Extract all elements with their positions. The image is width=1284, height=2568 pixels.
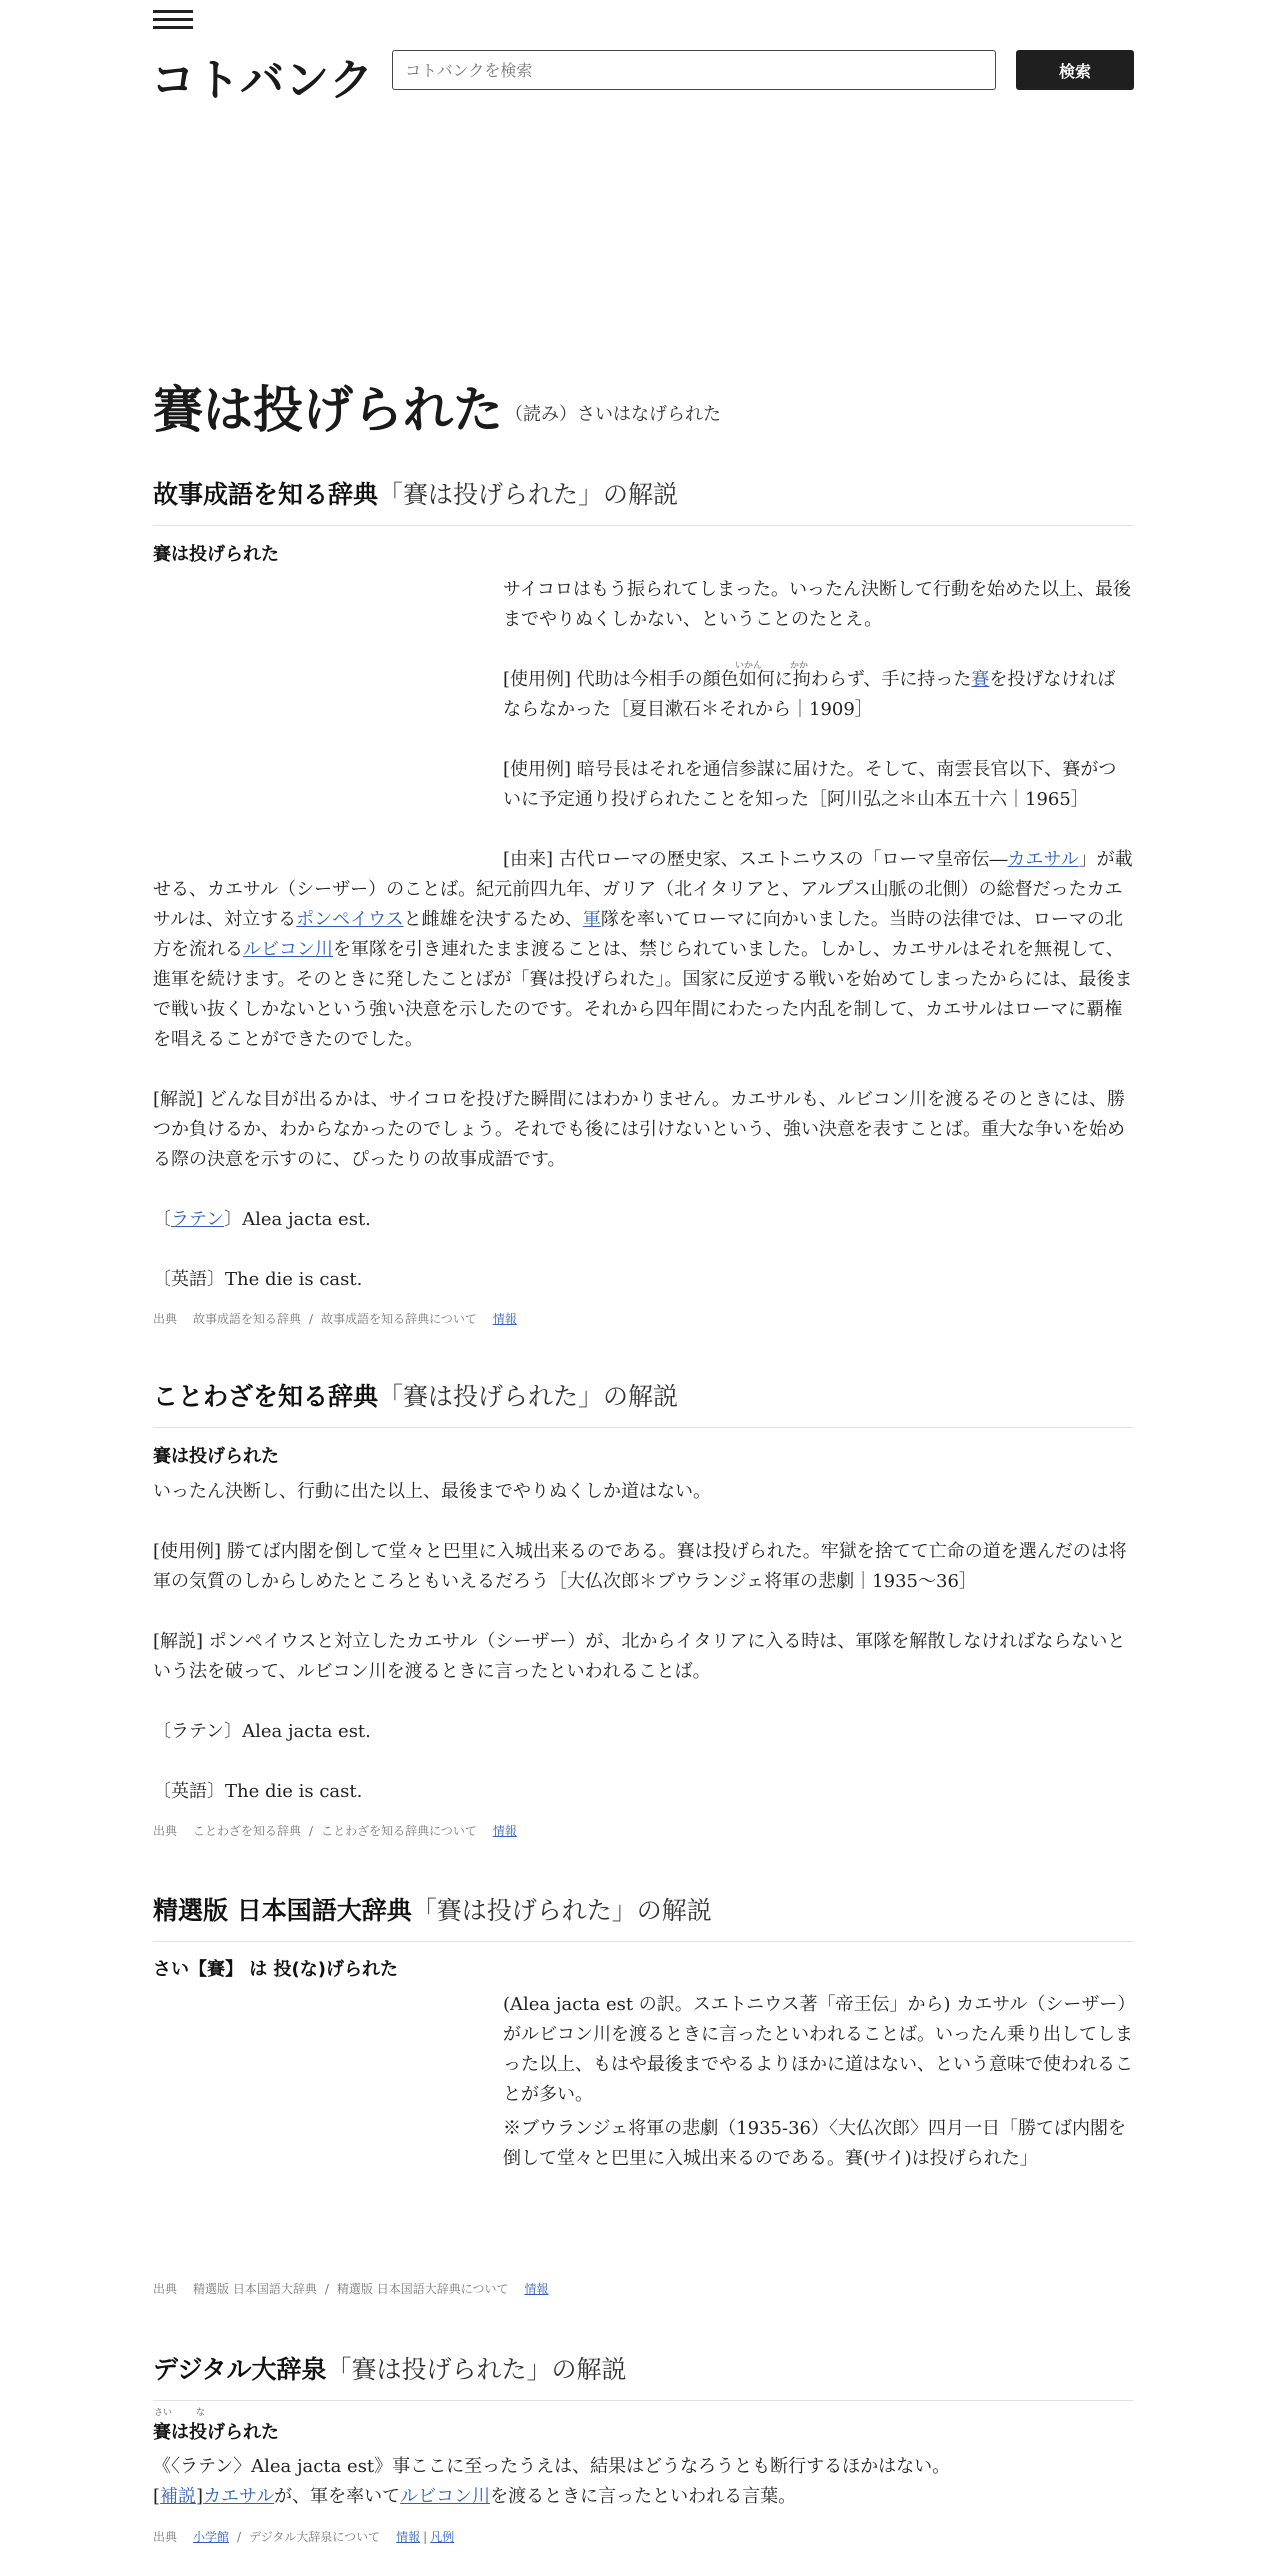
latin-phrase: 〔ラテン〕Alea jacta est. [153, 1209, 371, 1230]
example-2: [使用例] 暗号長はそれを通信参謀に届けた。そして、南雲長官以下、賽がついに予定通り投げられたことを知った［阿川弘之＊山本五十六｜1965］ [503, 759, 1117, 810]
info-link[interactable]: 情報 [492, 1824, 517, 1838]
entry-heading: 賽は投げられた [153, 1446, 279, 1467]
source-line: 出典 精選版 日本国語大辞典 / 精選版 日本国語大辞典について 情報 [153, 2282, 549, 2296]
definition: (Alea jacta est の訳。スエトニウス著「帝王伝」から) カエサル（シーザー）がルビコン川を渡るときに言ったといわれることば。いったん乗り出してしまった以上、もはや最後までやるよりほかに道はない、という意味で使われることが多い。 [503, 1994, 1133, 2105]
latin-phrase: 〔ラテン〕Alea jacta est. [153, 1721, 371, 1742]
term-link[interactable]: 軍 [582, 909, 601, 930]
page-title: 賽は投げられた [153, 381, 503, 439]
term-link[interactable]: ラテン [171, 1209, 225, 1230]
info-link[interactable]: 情報 [524, 2282, 549, 2296]
supplement: [補説]カエサルが、軍を率いてルビコン川を渡るときに言ったといわれる言葉。 [153, 2486, 797, 2507]
entry-heading: 賽は投げられた [153, 544, 279, 565]
search-input[interactable] [392, 50, 996, 90]
reading: （読み）さいはなげられた [505, 404, 721, 425]
source-line: 出典 故事成語を知る辞典 / 故事成語を知る辞典について 情報 [153, 1312, 517, 1326]
dict-name: デジタル大辞泉 [153, 2355, 327, 2384]
term-link[interactable]: 補説 [160, 2486, 197, 2507]
dict-name: ことわざを知る辞典 [153, 1382, 379, 1411]
publisher-link[interactable]: 小学館 [193, 2530, 230, 2544]
search-button[interactable]: 検索 [1016, 50, 1134, 90]
commentary: [解説] どんな目が出るかは、サイコロを投げた瞬間にはわかりません。カエサルも、ルビコン川を渡るそのときには、勝つか負けるか、わからなかったのでしょう。それでも後には引けないという、強い決意を表すことば。重大な争いを始める際の決意を示すのに、ぴったりの故事成語です。 [153, 1089, 1125, 1170]
commentary: [解説] ポンペイウスと対立したカエサル（シーザー）が、北からイタリアに入る時は、軍隊を解散しなければならないという法を破って、ルビコン川を渡るときに言ったといわれることば。 [153, 1631, 1126, 1682]
term-link[interactable]: 賽 [971, 669, 990, 690]
term-link[interactable]: ルビコン川 [243, 939, 333, 960]
ruby: いかん [735, 661, 763, 671]
ruby: な [196, 2408, 206, 2418]
section-heading-1: 故事成語を知る辞典「賽は投げられた」の解説 [153, 475, 1133, 526]
section-heading-4: デジタル大辞泉「賽は投げられた」の解説 [153, 2350, 1133, 2401]
definition: サイコロはもう振られてしまった。いったん決断して行動を始めた以上、最後までやりぬくしかない、ということのたとえ。 [503, 579, 1132, 630]
example-1: [使用例] 代助は今相手の顔色如何に拘わらず、手に持った賽を投げなければならなかった［夏目漱石＊それから｜1909］ [503, 669, 1116, 720]
term-link[interactable]: ポンペイウス [296, 909, 404, 930]
term-link[interactable]: カエサル [1007, 849, 1079, 870]
legend-link[interactable]: 凡例 [430, 2530, 455, 2544]
site-logo[interactable]: コトバンク [151, 55, 375, 106]
info-link[interactable]: 情報 [396, 2530, 421, 2544]
info-link[interactable]: 情報 [492, 1312, 517, 1326]
definition: いったん決断し、行動に出た以上、最後までやりぬくしか道はない。 [153, 1481, 711, 1502]
section-heading-2: ことわざを知る辞典「賽は投げられた」の解説 [153, 1377, 1133, 1428]
dict-name: 精選版 日本国語大辞典 [153, 1896, 412, 1925]
ruby: かか [790, 661, 809, 671]
origin: [由来] 古代ローマの歴史家、スエトニウスの「ローマ皇帝伝―カエサル」が載せる、カエサル（シーザー）のことば。紀元前四九年、ガリア（北イタリアと、アルプス山脈の北側）の総督だったカエサルは、対立するポンペイウスと雌雄を決するため、軍隊を率いてローマに向かいました。当時の法律では、ローマの北方を流れるルビコン川を軍隊を引き連れたまま渡ることは、禁じられていました。しかし、カエサルはそれを無視して、進軍を続けます。そのときに発したことばが「賽は投げられた」。国家に反逆する戦いを始めてしまったからには、最後まで戦い抜くしかないという強い決意を示したのです。それから四年間にわたった内乱を制して、カエサルはローマに覇権を唱えることができたのでした。 [153, 849, 1133, 1050]
entry-heading: さい【賽】 は 投(な)げられた [153, 1959, 398, 1980]
english-phrase: 〔英語〕The die is cast. [153, 1781, 363, 1802]
source-line: 出典 ことわざを知る辞典 / ことわざを知る辞典について 情報 [153, 1824, 517, 1838]
menu-icon[interactable] [153, 10, 193, 32]
ruby: さい [154, 2408, 173, 2418]
example: [使用例] 勝てば内閣を倒して堂々と巴里に入城出来るのである。賽は投げられた。牢獄を捨てて亡命の道を選んだのは将軍の気質のしからしめたところともいえるだろう［大仏次郎＊ブウランジェ将軍の悲劇｜1935～36］ [153, 1541, 1127, 1592]
citation: ※ブウランジェ将軍の悲劇（1935‐36）〈大仏次郎〉四月一日「勝てば内閣を倒して堂々と巴里に入城出来るのである。賽(サイ)は投げられた」 [503, 2118, 1126, 2169]
entry-heading: 賽は投げられた [153, 2422, 279, 2443]
term-link[interactable]: カエサル [203, 2486, 275, 2507]
english-phrase: 〔英語〕The die is cast. [153, 1269, 363, 1290]
source-line: 出典 小学館 / デジタル大辞泉について 情報 | 凡例 [153, 2530, 455, 2544]
term-link[interactable]: ルビコン川 [400, 2486, 491, 2507]
dict-name: 故事成語を知る辞典 [153, 480, 379, 509]
definition: 《〈ラテン〉Alea jacta est》事ここに至ったうえは、結果はどうなろうとも断行するほかはない。 [153, 2456, 951, 2477]
section-heading-3: 精選版 日本国語大辞典「賽は投げられた」の解説 [153, 1891, 1133, 1942]
